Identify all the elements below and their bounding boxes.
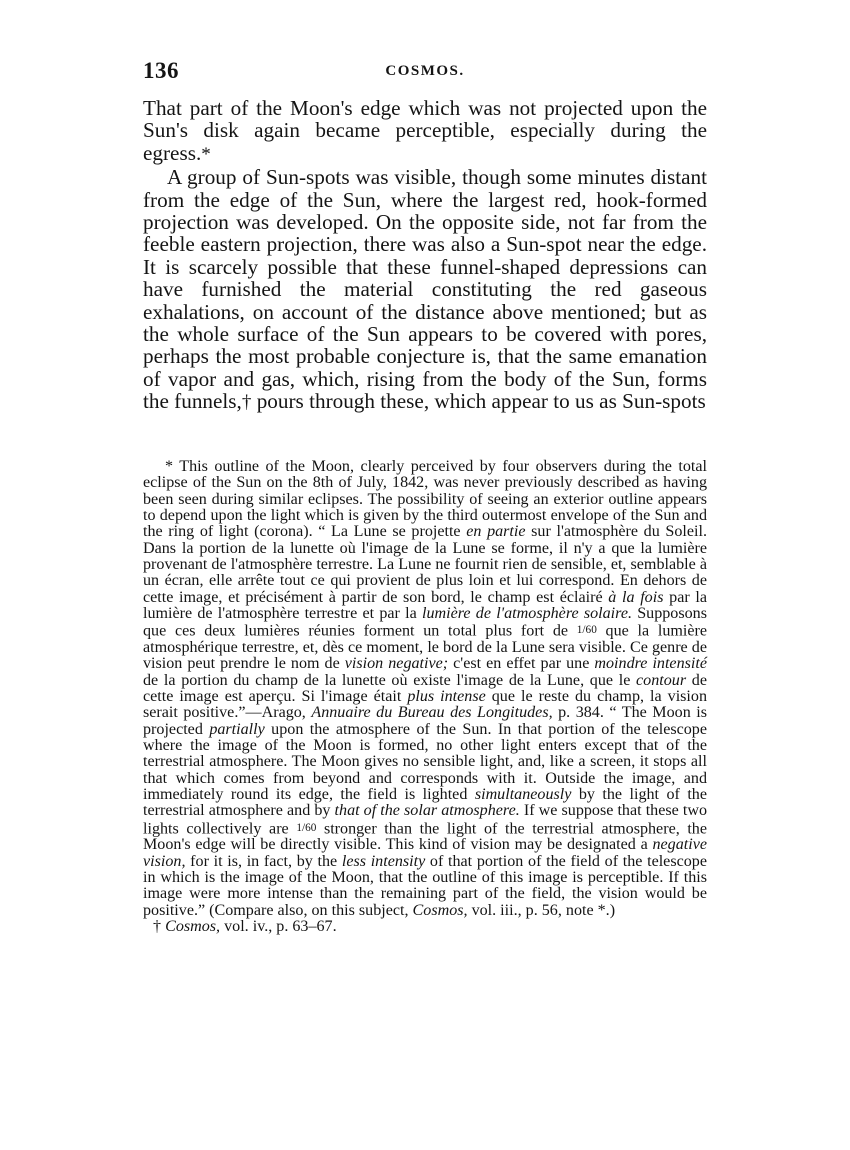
main-text: [143, 97, 707, 415]
footnote-1-text: upon the atmosphere of the Sun. In that portion of the telescope where the image of the Moon is formed, no other light enters except that of the terrestrial atmosphere. The Moon gives no sensible light, and, like a screen, it stops all that which comes from beyond and corresponds with it. Outside the image, and immediately round its edge, the field is lighted: [143, 720, 707, 804]
footnote-1-text: que le reste du champ, la vision serait positive.”—Arago,: [143, 688, 707, 722]
footnote-1-text: of that portion of the field of the telescope in which is the image of the Moon, that the outline of this image is perceptible. If this image were more intense than the remaining part of the field, the vision would be positive.” (Compare also, on this subject,: [143, 852, 707, 919]
footnote-1-italic: plus intense: [407, 688, 486, 706]
footnote-1-text: for it is, in fact, by the: [185, 852, 342, 870]
footnote-1-italic: partially: [209, 720, 265, 738]
footnote-1-italic: lumière de l'atmosphère solaire.: [422, 605, 632, 623]
footnote-1-text: p. 384. “ The Moon is projected: [143, 704, 707, 738]
footnote-1-text: stronger than the light of the terrestrial atmosphere, the Moon's edge will be directly visible. This kind of vision may be designated a: [143, 820, 707, 854]
footnote-1-italic: en partie: [466, 523, 526, 541]
paragraph-2-text: A group of Sun-spots was visible, though some minutes distant from the edge of the Sun, where the largest red, hook-formed projection was developed. On the opposite side, not far from the feeble eastern projection, there was also a Sun-spot near the edge. It is scarcely possible that these funnel-shaped depressions can have furnished the material constituting the red gaseous exhalations, on account of the distance above mentioned; but as the whole surface of the Sun appears to be covered with pores, perhaps the most probable conjecture is, that the same emanation of vapor and gas, which, rising from the body of the Sun, forms the funnels,: [143, 165, 707, 414]
running-head: COSMOS.: [385, 63, 465, 79]
footnote-1: [143, 459, 707, 919]
page-header: [143, 58, 707, 90]
footnote-1-text: If we suppose that these two lights collectively are: [143, 802, 707, 838]
footnote-1-italic: simultaneously: [474, 786, 572, 804]
paragraph-1-text: That part of the Moon's edge which was not projected upon the Sun's disk again became perceptible, especially during the egress.: [143, 96, 707, 165]
footnote-1-italic: that of the solar atmosphere.: [334, 802, 520, 820]
paragraph-1: [143, 97, 707, 166]
footnote-1-text: que la lumière atmosphérique terrestre, et, dès ce moment, le bord de la Lune sera visible. Ce genre de vision peut prendre le nom de: [143, 622, 707, 673]
footnote-1-text: de cette image est aperçu. Si l'image était: [143, 671, 707, 706]
footnote-1-mark: *: [165, 458, 174, 475]
footnote-1-italic: negative vision,: [143, 836, 707, 870]
fraction: 1/60: [576, 624, 597, 637]
footnote-1-text: par la lumière de l'atmosphère terrestre et par la: [143, 588, 707, 623]
footnote-1-text: de la portion du champ de la lunette où existe l'image de la Lune, que le: [143, 671, 637, 689]
footnote-1-text: This outline of the Moon, clearly perceived by four observers during the total eclipse of the Sun on the 8th of July, 1842, was never previously described as having been seen during similar eclipses. The possibility of seeing an exterior outline appears to depend upon the light which is given by the third outermost envelope of the Sun and the ring of light (corona). “ La Lune se projette: [143, 458, 707, 541]
footnote-1-italic: Annuaire du Bureau des Longitudes,: [311, 704, 553, 722]
footnote-1-italic: contour: [636, 671, 687, 689]
paragraph-2: [143, 166, 707, 414]
footnote-1-italic: à la fois: [608, 588, 664, 606]
footnote-2-mark: †: [153, 918, 162, 936]
footnote-1-italic: vision negative;: [344, 655, 449, 673]
footnotes: [143, 459, 707, 935]
footnote-ref-asterisk: *: [201, 143, 211, 165]
footnote-1-text: sur l'atmosphère du Soleil. Dans la portion de la lunette où l'image de la Lune se forme, il n'y a que la lumière provenant de l'atmosphère terrestre. La Lune ne fournit rien de sensible, et, semblable à un écran, elle arrête tout ce qui provient de plus loin et lui correspond. En dehors de cette image, et précisément à partir de son bord, le champ est éclairé: [143, 523, 707, 606]
footnote-1-text: by the light of the terrestrial atmosphere and by: [143, 786, 707, 820]
footnote-ref-dagger: †: [241, 392, 252, 414]
footnote-1-text: c'est en effet par une: [448, 655, 595, 673]
footnote-1-italic: less intensity: [341, 852, 426, 870]
footnote-1-text: Supposons que ces deux lumières réunies forment un total plus fort de: [143, 605, 707, 640]
paragraph-2-continuation: pours through these, which appear to us as Sun-spots: [251, 389, 706, 414]
fraction: 1/60: [296, 821, 317, 834]
footnote-2-italic: Cosmos,: [165, 918, 221, 936]
page-number: 136: [143, 58, 179, 83]
footnote-2: [143, 919, 707, 935]
footnote-2-text: vol. iv., p. 63–67.: [220, 918, 337, 936]
footnote-1-italic: Cosmos,: [412, 901, 468, 919]
footnote-1-text: vol. iii., p. 56, note *.): [467, 901, 616, 919]
footnote-1-italic: moindre intensité: [594, 655, 707, 673]
